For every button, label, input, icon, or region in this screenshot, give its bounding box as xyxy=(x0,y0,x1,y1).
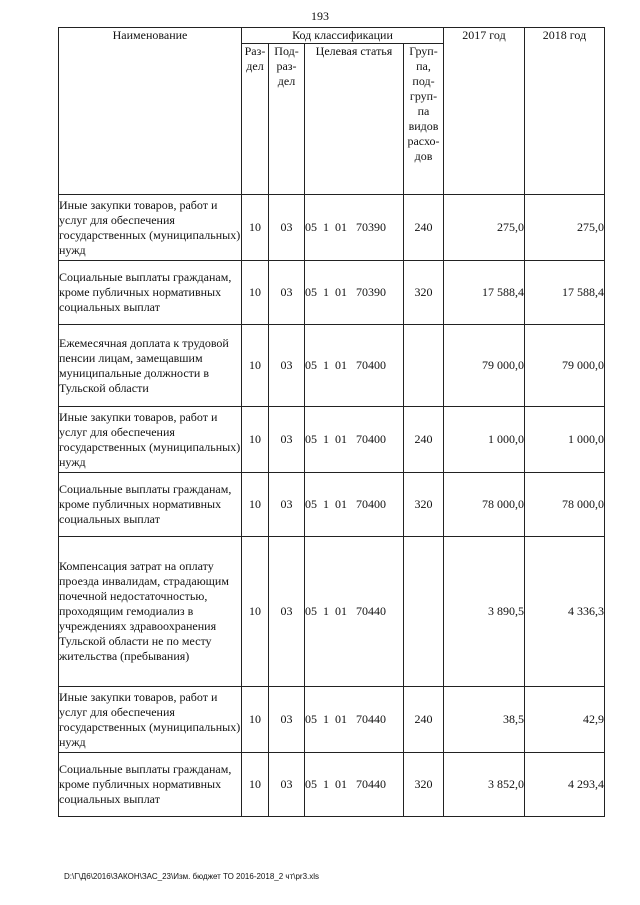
header-classification: Код классификации xyxy=(242,28,444,44)
row-target-item: 05 1 01 70440 xyxy=(305,687,404,753)
row-amount-2017: 79 000,0 xyxy=(444,325,525,407)
header-year-2017: 2017 год xyxy=(444,28,525,195)
row-target-item: 05 1 01 70390 xyxy=(305,195,404,261)
table-row xyxy=(59,195,605,261)
table-row xyxy=(59,325,605,407)
row-section: 10 xyxy=(242,261,269,325)
row-amount-2017: 38,5 xyxy=(444,687,525,753)
row-expense-group: 320 xyxy=(404,261,444,325)
header-year-2018: 2018 год xyxy=(525,28,605,195)
header-expense-group: Груп- па, под- груп- па видов расхо- дов xyxy=(404,44,444,195)
row-amount-2018: 17 588,4 xyxy=(525,261,605,325)
row-amount-2018: 4 293,4 xyxy=(525,753,605,817)
row-amount-2018: 275,0 xyxy=(525,195,605,261)
row-expense-group: 320 xyxy=(404,473,444,537)
row-amount-2018: 1 000,0 xyxy=(525,407,605,473)
row-name: Социальные выплаты гражданам, кроме публичных нормативных социальных выплат xyxy=(59,753,242,817)
row-subsection: 03 xyxy=(269,537,305,687)
row-target-item: 05 1 01 70400 xyxy=(305,407,404,473)
row-target-item: 05 1 01 70440 xyxy=(305,537,404,687)
row-amount-2017: 3 852,0 xyxy=(444,753,525,817)
row-target-item: 05 1 01 70390 xyxy=(305,261,404,325)
row-expense-group: 240 xyxy=(404,687,444,753)
row-amount-2017: 1 000,0 xyxy=(444,407,525,473)
row-section: 10 xyxy=(242,325,269,407)
header-target-item: Целевая статья xyxy=(305,44,404,195)
file-path-footer: D:\Г\Д6\2016\ЗАКОН\ЗАС_23\Изм. бюджет ТО 2016-2018_2 чт\pr3.xls xyxy=(64,872,320,881)
row-name: Иные закупки товаров, работ и услуг для обеспечения государственных (муниципальных) нужд xyxy=(59,407,242,473)
row-name: Социальные выплаты гражданам, кроме публичных нормативных социальных выплат xyxy=(59,473,242,537)
row-subsection: 03 xyxy=(269,261,305,325)
row-amount-2018: 4 336,3 xyxy=(525,537,605,687)
row-section: 10 xyxy=(242,195,269,261)
row-amount-2018: 78 000,0 xyxy=(525,473,605,537)
row-subsection: 03 xyxy=(269,753,305,817)
row-subsection: 03 xyxy=(269,325,305,407)
row-name: Иные закупки товаров, работ и услуг для обеспечения государственных (муниципальных) нужд xyxy=(59,195,242,261)
header-subsection: Под- раз- дел xyxy=(269,44,305,195)
row-subsection: 03 xyxy=(269,687,305,753)
row-section: 10 xyxy=(242,473,269,537)
row-amount-2017: 78 000,0 xyxy=(444,473,525,537)
row-name: Компенсация затрат на оплату проезда инвалидам, страдающим почечной недостаточностью, проходящим гемодиализ в учреждениях здравоохранения Тульской области не по месту жительства (пребывания) xyxy=(59,537,242,687)
row-expense-group xyxy=(404,325,444,407)
row-section: 10 xyxy=(242,687,269,753)
row-section: 10 xyxy=(242,407,269,473)
table-row xyxy=(59,407,605,473)
row-expense-group xyxy=(404,537,444,687)
table-row xyxy=(59,753,605,817)
row-target-item: 05 1 01 70400 xyxy=(305,325,404,407)
row-subsection: 03 xyxy=(269,407,305,473)
row-section: 10 xyxy=(242,753,269,817)
table-row xyxy=(59,537,605,687)
row-name: Ежемесячная доплата к трудовой пенсии лицам, замещавшим муниципальные должности в Тульской области xyxy=(59,325,242,407)
row-subsection: 03 xyxy=(269,195,305,261)
row-amount-2017: 17 588,4 xyxy=(444,261,525,325)
table-row xyxy=(59,687,605,753)
row-amount-2018: 79 000,0 xyxy=(525,325,605,407)
row-expense-group: 320 xyxy=(404,753,444,817)
row-amount-2017: 3 890,5 xyxy=(444,537,525,687)
budget-table xyxy=(58,27,605,817)
row-section: 10 xyxy=(242,537,269,687)
row-target-item: 05 1 01 70440 xyxy=(305,753,404,817)
row-expense-group: 240 xyxy=(404,407,444,473)
row-name: Социальные выплаты гражданам, кроме публичных нормативных социальных выплат xyxy=(59,261,242,325)
row-amount-2017: 275,0 xyxy=(444,195,525,261)
row-target-item: 05 1 01 70400 xyxy=(305,473,404,537)
page-number: 193 xyxy=(311,9,329,23)
row-amount-2018: 42,9 xyxy=(525,687,605,753)
header-name: Наименование xyxy=(59,28,242,195)
header-section: Раз- дел xyxy=(242,44,269,195)
table-row xyxy=(59,261,605,325)
row-name: Иные закупки товаров, работ и услуг для обеспечения государственных (муниципальных) нужд xyxy=(59,687,242,753)
row-subsection: 03 xyxy=(269,473,305,537)
table-row xyxy=(59,473,605,537)
row-expense-group: 240 xyxy=(404,195,444,261)
